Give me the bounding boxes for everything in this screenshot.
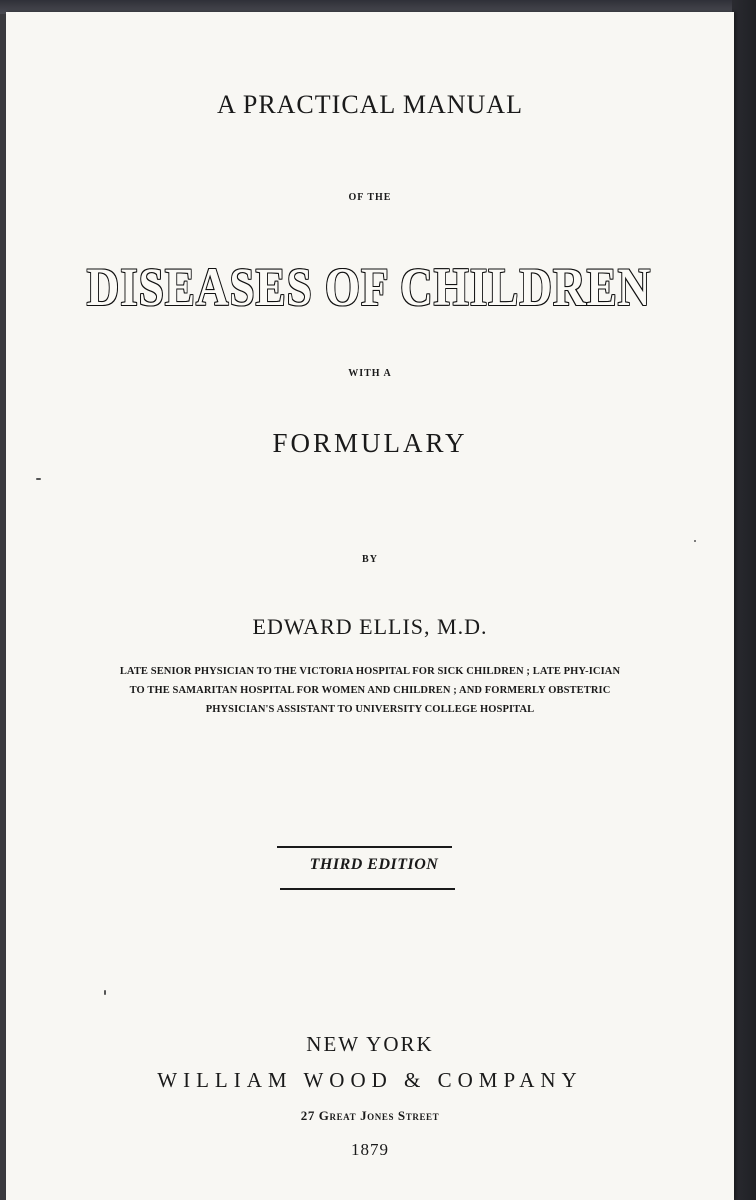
paper-speck [36, 478, 41, 480]
publisher-address: 27 Great Jones Street [300, 1108, 440, 1123]
edition-label: THIRD EDITION [309, 856, 439, 873]
credentials-line-1: LATE SENIOR PHYSICIAN TO THE VICTORIA HOSPITAL FOR SICK CHILDREN ; LATE PHY-ICIAN [119, 666, 621, 677]
credentials-line-3: PHYSICIAN'S ASSISTANT TO UNIVERSITY COLLEGE HOSPITAL [205, 704, 535, 715]
paper-speck [104, 990, 106, 995]
title-page [6, 12, 734, 1200]
publication-year: 1879 [351, 1140, 389, 1159]
edition-rule-bottom [280, 888, 455, 890]
scan-background-right [732, 0, 756, 1200]
paper-speck [694, 540, 696, 542]
book-title-line1: A PRACTICAL MANUAL [217, 90, 523, 119]
book-subtitle: FORMULARY [272, 428, 468, 458]
book-title-line2: OF THE [348, 192, 392, 203]
book-main-title: DISEASES OF CHILDREN [86, 257, 652, 317]
publisher-name: WILLIAM WOOD & COMPANY [157, 1068, 583, 1092]
author-name: EDWARD ELLIS, M.D. [252, 614, 488, 639]
by-text: BY [362, 554, 378, 565]
with-a-text: WITH A [348, 368, 392, 379]
publication-place: NEW YORK [306, 1032, 434, 1056]
credentials-line-2: TO THE SAMARITAN HOSPITAL FOR WOMEN AND CHILDREN ; AND FORMERLY OBSTETRIC [129, 685, 611, 696]
edition-rule-top [277, 846, 452, 848]
author-credentials [6, 662, 734, 719]
